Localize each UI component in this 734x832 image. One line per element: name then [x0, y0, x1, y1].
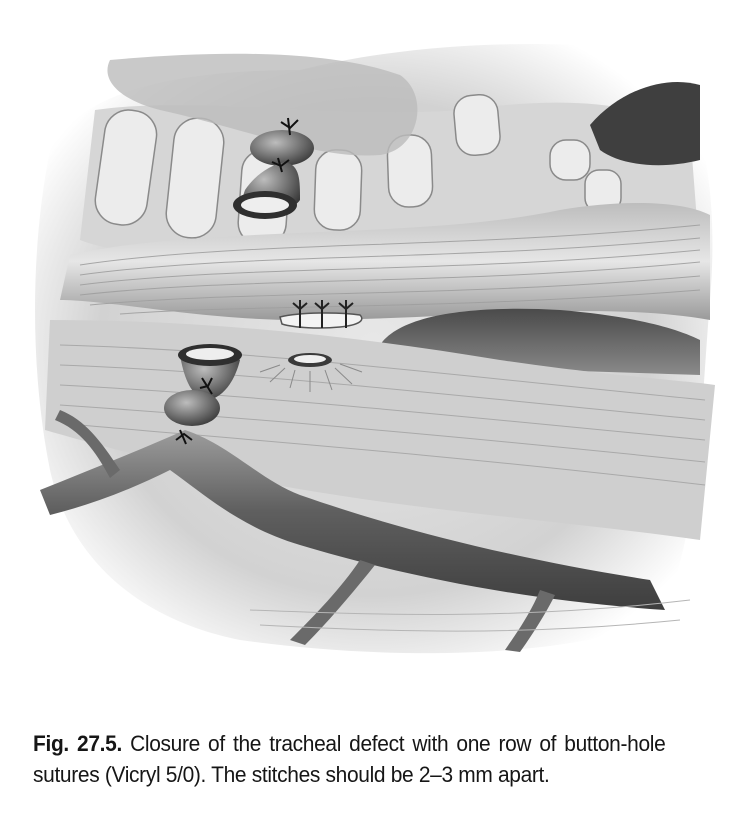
- figure-caption-text: Closure of the tracheal defect with one row of button-hole sutures (Vicryl 5/0). The stitches should be 2–3 mm apart.: [33, 731, 666, 787]
- figure-label: Fig. 27.5.: [33, 731, 122, 756]
- figure-caption: [33, 728, 665, 790]
